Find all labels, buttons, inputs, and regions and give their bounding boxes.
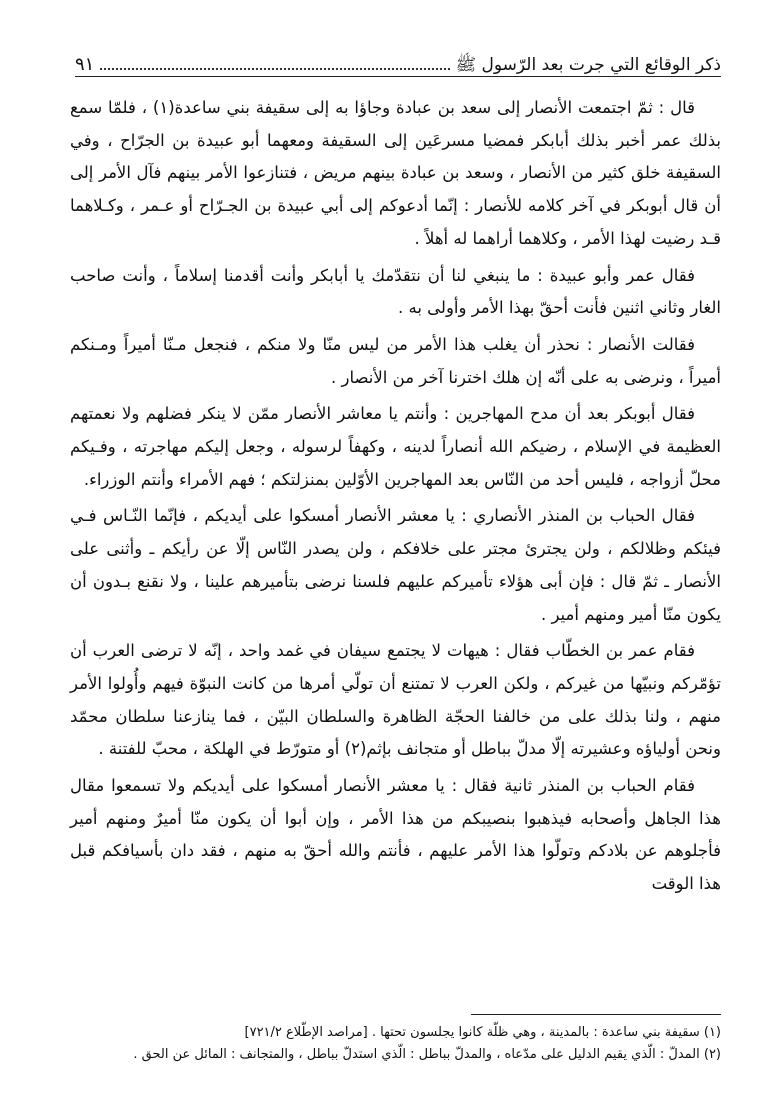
paragraph-5: فقال الحباب بن المنذر الأنصاري : يا معشر الأنصار أمسكوا على أيديكم ، فإنّما النّـاس فـي فيئكم وظلالكم ، ولن يجترئ مجتر على خلافكم ، ولن يصدر النّاس إلّا عن رأيكم ـ وأثنى على الأنصار ـ ثمّ قال : فإن أبى هؤلاء تأميركم عليهم فلسنا نرضى بتأميرهم علينا ، ولا نقنع بـدون أن يكون منّا أمير ومنهم أمير . bbox=[70, 506, 721, 624]
header-dot-leader bbox=[100, 67, 449, 70]
footnote-1: (١) سقيفة بني ساعدة : بالمدينة ، وهي ظلّة كانوا يجلسون تحتها . [مراصد الإطّلاع ٧٢١/٢] bbox=[244, 1025, 721, 1040]
footnote-2: (٢) المدلّ : الّذي يقيم الدليل على مدّعاه ، والمدلّ بباطل : الّذي استدلّ بباطل ، والمتجانف : المائل عن الحق . bbox=[133, 1047, 721, 1062]
paragraph-6: فقام عمر بن الخطّاب فقال : هيهات لا يجتمع سيفان في غمد واحد ، إنّه لا ترضى العرب أن تؤمّركم ونبيّها من غيركم ، ولكن العرب لا تمتنع أن تولّي أمرها من كانت النبوّة فيهم وأُولوا الأمر منهم ، ولنا بذلك على من خالفنا الحجّة الظاهرة والسلطان البيّن ، فما ينازعنا سلطان محمّد ونحن أولياؤه وعشيرته إلّا مدلّ بباطل أو متجانف بإثم(٢) أو متورّط في الهلكة ، محبّ للفتنة . bbox=[70, 641, 721, 759]
running-header-title: ذكر الوقائع التي جرت بعد الرّسول ﷺ bbox=[455, 55, 721, 75]
body-text bbox=[70, 92, 721, 905]
running-header bbox=[75, 50, 721, 77]
paragraph-4: فقال أبوبكر بعد أن مدح المهاجرين : وأنتم يا معاشر الأنصار ممّن لا ينكر فضلهم ولا نعمتهم العظيمة في الإسلام ، رضيكم الله أنصاراً لدينه ، وكهفاً لرسوله ، وجعل إليكم مهاجرته ، وفـيكم محلّ أزواجه ، فليس أحد من النّاس بعد المهاجرين الأوّلين بمنزلتكم ؛ فهم الأمراء وأنتم الوزراء. bbox=[70, 404, 721, 489]
paragraph-7: فقام الحباب بن المنذر ثانية فقال : يا معشر الأنصار أمسكوا على أيديكم ولا تسمعوا مقال هذا الجاهل وأصحابه فيذهبوا بنصيبكم من هذا الأمر ، وإن أبوا أن يكون منّا أميرٌ ومنهم أمير فأجلوهم عن بلادكم وتولّوا هذا الأمر عليهم ، فأنتم والله أحقّ به منهم ، فقد دان بأسيافكم قبل هذا الوقت bbox=[70, 776, 721, 894]
footnotes bbox=[70, 1022, 721, 1066]
paragraph-1: قال : ثمّ اجتمعت الأنصار إلى سعد بن عبادة وجاؤا به إلى سقيفة بني ساعدة(١) ، فلمّا سمع بذلك عمر أخبر بذلك أبابكر فمضيا مسرعَين إلى السقيفة ومعهما أبو عبيدة بن الجرّاح ، وفي السقيفة خلق كثير من الأنصار ، وسعد بن عبادة بينهم مريض ، فتنازعوا الأمر بينهم فآل الأمر إلى أن قال أبوبكر في آخر كلامه للأنصار : إنّما أدعوكم إلى أبي عبيدة بن الجـرّاح أو عـمر ، وكـلاهما قـد رضيت لهذا الأمر ، وكلاهما أراهما له أهلاً . bbox=[70, 98, 721, 248]
paragraph-3: فقالت الأنصار : نحذر أن يغلب هذا الأمر من ليس منّا ولا منكم ، فنجعل مـنّا أميراً ومـنكم أميراً ، ونرضى به على أنّه إن هلك اخترنا آخر من الأنصار . bbox=[70, 334, 721, 387]
page-number: ٩١ bbox=[75, 54, 95, 75]
footnote-divider bbox=[471, 1014, 721, 1015]
paragraph-2: فقال عمر وأبو عبيدة : ما ينبغي لنا أن نتقدّمك يا أبابكر وأنت أقدمنا إسلاماً ، وأنت صاحب الغار وثاني اثنين فأنت أحقّ بهذا الأمر وأولى به . bbox=[70, 265, 721, 318]
